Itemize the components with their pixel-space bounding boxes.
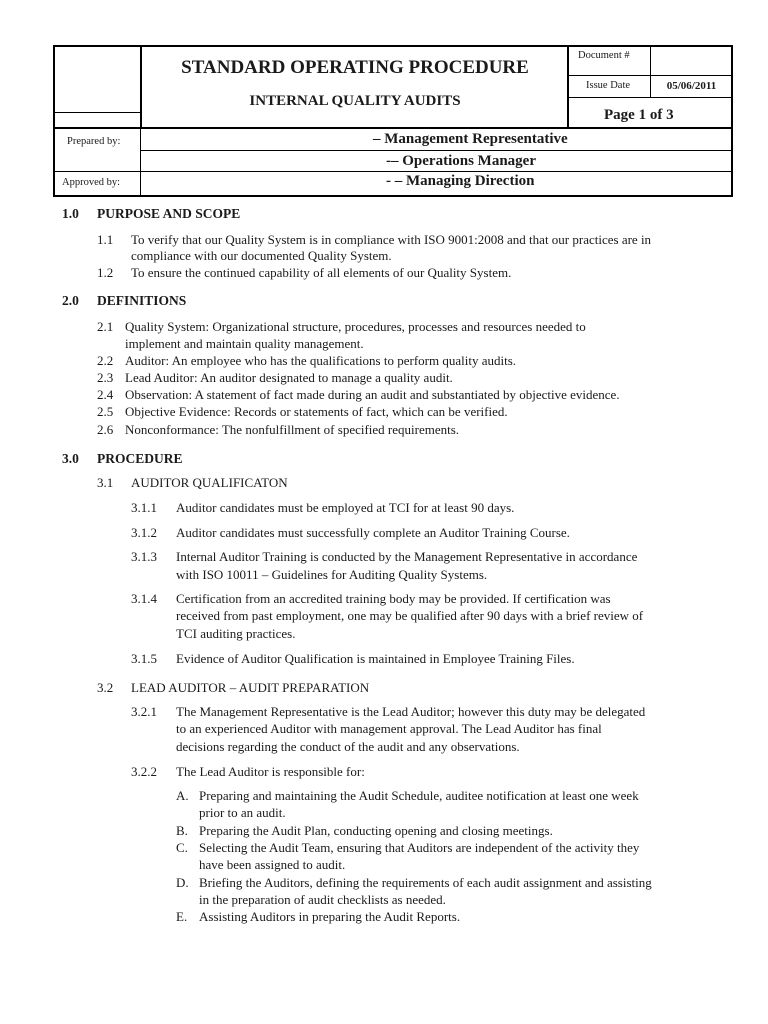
page-number: Page 1 of 3	[604, 107, 674, 123]
item-2-6-number: 2.6	[97, 422, 114, 437]
item-2-1-line-1: Quality System: Organizational structure, procedures, processes and resources needed to	[125, 319, 586, 334]
item-2-5-number: 2.5	[97, 404, 114, 419]
item-3-2-1-line-3: decisions regarding the conduct of the audit and any observations.	[176, 739, 520, 754]
item-3-1-4-line-2: received from past employment, one may be qualified after 90 days with a brief review of	[176, 608, 644, 623]
section-2-title: DEFINITIONS	[97, 293, 187, 308]
role-managing-direction: - – Managing Direction	[386, 173, 535, 189]
item-1-1-line-2: compliance with our documented Quality System.	[131, 248, 392, 263]
item-1-2-number: 1.2	[97, 265, 114, 280]
prepared-by-label: Prepared by:	[67, 136, 121, 147]
list-item-a-letter: A.	[176, 788, 189, 803]
item-2-2-number: 2.2	[97, 353, 114, 368]
item-3-1-3-number: 3.1.3	[131, 549, 157, 564]
subsection-3-1-title: AUDITOR QUALIFICATON	[131, 475, 288, 490]
role-operations-manager: -– Operations Manager	[386, 153, 536, 169]
list-item-c-line-1: Selecting the Audit Team, ensuring that Auditors are independent of the activity they	[199, 840, 640, 855]
item-1-2-line-1: To ensure the continued capability of all elements of our Quality System.	[131, 265, 512, 280]
list-item-b-letter: B.	[176, 823, 188, 838]
subsection-3-2-number: 3.2	[97, 680, 114, 695]
item-3-1-4-line-1: Certification from an accredited training body may be provided. If certification was	[176, 591, 611, 606]
list-item-a-line-1: Preparing and maintaining the Audit Schedule, auditee notification at least one week	[199, 788, 639, 803]
item-3-2-1-line-2: to an experienced Auditor with management approval. The Lead Auditor has final	[176, 721, 602, 736]
item-3-1-1-number: 3.1.1	[131, 500, 157, 515]
item-3-2-1-number: 3.2.1	[131, 704, 157, 719]
sop-subtitle: INTERNAL QUALITY AUDITS	[249, 93, 461, 109]
section-3-number: 3.0	[62, 451, 79, 466]
list-item-d-letter: D.	[176, 875, 189, 890]
item-1-1-line-1: To verify that our Quality System is in compliance with ISO 9001:2008 and that our practices are in	[131, 232, 652, 247]
item-3-2-1-line-1: The Management Representative is the Lead Auditor; however this duty may be delegated	[176, 704, 646, 719]
item-2-3-line-1: Lead Auditor: An auditor designated to manage a quality audit.	[125, 370, 453, 385]
item-3-2-2-line-1: The Lead Auditor is responsible for:	[176, 764, 365, 779]
item-3-2-2-number: 3.2.2	[131, 764, 157, 779]
subsection-3-1-number: 3.1	[97, 475, 114, 490]
list-item-b-line-1: Preparing the Audit Plan, conducting opening and closing meetings.	[199, 823, 553, 838]
section-1-title: PURPOSE AND SCOPE	[97, 206, 241, 221]
item-2-6-line-1: Nonconformance: The nonfulfillment of specified requirements.	[125, 422, 460, 437]
item-2-4-number: 2.4	[97, 387, 114, 402]
document-number-label: Document #	[578, 50, 630, 61]
issue-date-value: 05/06/2011	[666, 80, 717, 92]
list-item-d-line-1: Briefing the Auditors, defining the requirements of each audit assignment and assisting	[199, 875, 652, 890]
item-3-1-3-line-2: with ISO 10011 – Guidelines for Auditing Quality Systems.	[176, 567, 488, 582]
item-2-3-number: 2.3	[97, 370, 114, 385]
list-item-e-letter: E.	[176, 909, 188, 924]
item-2-5-line-1: Objective Evidence: Records or statements of fact, which can be verified.	[125, 404, 508, 419]
list-item-a-line-2: prior to an audit.	[199, 805, 286, 820]
item-3-1-5-line-1: Evidence of Auditor Qualification is maintained in Employee Training Files.	[176, 651, 575, 666]
role-management-representative: – Management Representative	[373, 131, 568, 147]
list-item-c-line-2: have been assigned to audit.	[199, 857, 346, 872]
document-header-table	[53, 45, 733, 197]
list-item-d-line-2: in the preparation of audit checklists as needed.	[199, 892, 446, 907]
item-3-1-2-number: 3.1.2	[131, 525, 157, 540]
item-1-1-number: 1.1	[97, 232, 114, 247]
section-2-number: 2.0	[62, 293, 79, 308]
issue-date-label: Issue Date	[586, 80, 631, 91]
item-2-4-line-1: Observation: A statement of fact made during an audit and substantiated by objective evidence.	[125, 387, 620, 402]
item-3-1-4-number: 3.1.4	[131, 591, 157, 606]
item-3-1-3-line-1: Internal Auditor Training is conducted by the Management Representative in accordance	[176, 549, 638, 564]
item-3-1-1-line-1: Auditor candidates must be employed at TCI for at least 90 days.	[176, 500, 515, 515]
item-2-2-line-1: Auditor: An employee who has the qualifications to perform quality audits.	[125, 353, 517, 368]
item-3-1-4-line-3: TCI auditing practices.	[176, 626, 296, 641]
item-2-1-number: 2.1	[97, 319, 114, 334]
list-item-e-line-1: Assisting Auditors in preparing the Audit Reports.	[199, 909, 461, 924]
item-2-1-line-2: implement and maintain quality management.	[125, 336, 364, 351]
approved-by-label: Approved by:	[62, 177, 121, 188]
section-3-title: PROCEDURE	[97, 451, 183, 466]
list-item-c-letter: C.	[176, 840, 188, 855]
item-3-1-5-number: 3.1.5	[131, 651, 157, 666]
section-1-number: 1.0	[62, 206, 79, 221]
item-3-1-2-line-1: Auditor candidates must successfully complete an Auditor Training Course.	[176, 525, 570, 540]
sop-title: STANDARD OPERATING PROCEDURE	[181, 57, 529, 78]
subsection-3-2-title: LEAD AUDITOR – AUDIT PREPARATION	[131, 680, 370, 695]
